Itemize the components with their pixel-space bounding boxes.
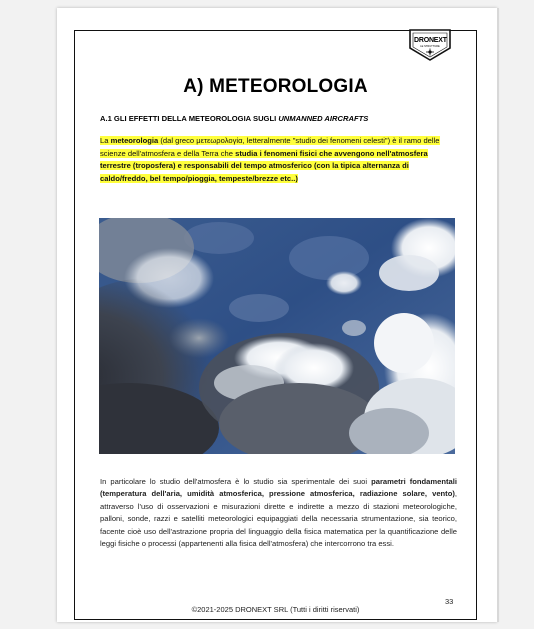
section-heading-italic: UNMANNED AIRCRAFTS: [278, 114, 369, 123]
intro-text-a: La: [100, 136, 111, 145]
dronext-logo: [406, 28, 454, 62]
page-title: A) METEOROLOGIA: [183, 76, 368, 97]
intro-text-bold: studia i fenomeni fisici che avvengono nell'atmosfera terrestre (troposfera) e responsabili del tempo atmosferico (con la tipica alternanza di caldo/freddo, bel tempo/pioggia, tempeste/brezze etc..): [100, 148, 428, 183]
section-heading-text: A.1 GLI EFFETTI DELLA METEOROLOGIA SUGLI: [100, 114, 279, 123]
logo-tagline: LE STRUTTURE: [420, 44, 440, 48]
intro-paragraph: [100, 135, 457, 185]
logo-brand: DRONEXT: [414, 36, 447, 44]
body-paragraph: [100, 476, 457, 550]
intro-term-meteorologia: meteorologia: [110, 136, 159, 145]
body-text-bold: parametri fondamentali (temperatura dell'aria, umidità atmosferica, pressione atmosferica, radiazione solare, vento): [100, 477, 457, 499]
body-text-a: In particolare lo studio dell'atmosfera è lo studio sia sperimentale dei suoi: [100, 477, 372, 486]
viewer-scroll-edge: [497, 8, 499, 622]
body-text-b: , attraverso l'uso di osservazioni e misurazioni dirette e indirette a mezzo di stazioni meteorologiche, palloni, sonde, razzi e satelliti meteorologici equipaggiati della necessaria strumentazione, sia teorico, facente cioè uso dell'astrazione propria del linguaggio della fisica matematica per la quantificazione delle leggi fisiche o processi (appartenenti alla fisica dell'atmosfera) che intercorrono tra essi.: [100, 489, 457, 549]
intro-text-b: (dal greco μετεωρολογία, letteralmente "studio dei fenomeni celesti") è il ramo delle scienze dell'atmosfera e della Terra che: [100, 136, 440, 158]
clouds-image: [99, 218, 455, 454]
copyright-footer: ©2021-2025 DRONEXT SRL (Tutti i diritti riservati): [191, 605, 360, 614]
clouds-photo: [99, 218, 455, 454]
page-number: 33: [445, 597, 454, 606]
section-heading: [100, 114, 368, 123]
document-page: [57, 8, 497, 622]
intro-highlight: [100, 136, 440, 183]
